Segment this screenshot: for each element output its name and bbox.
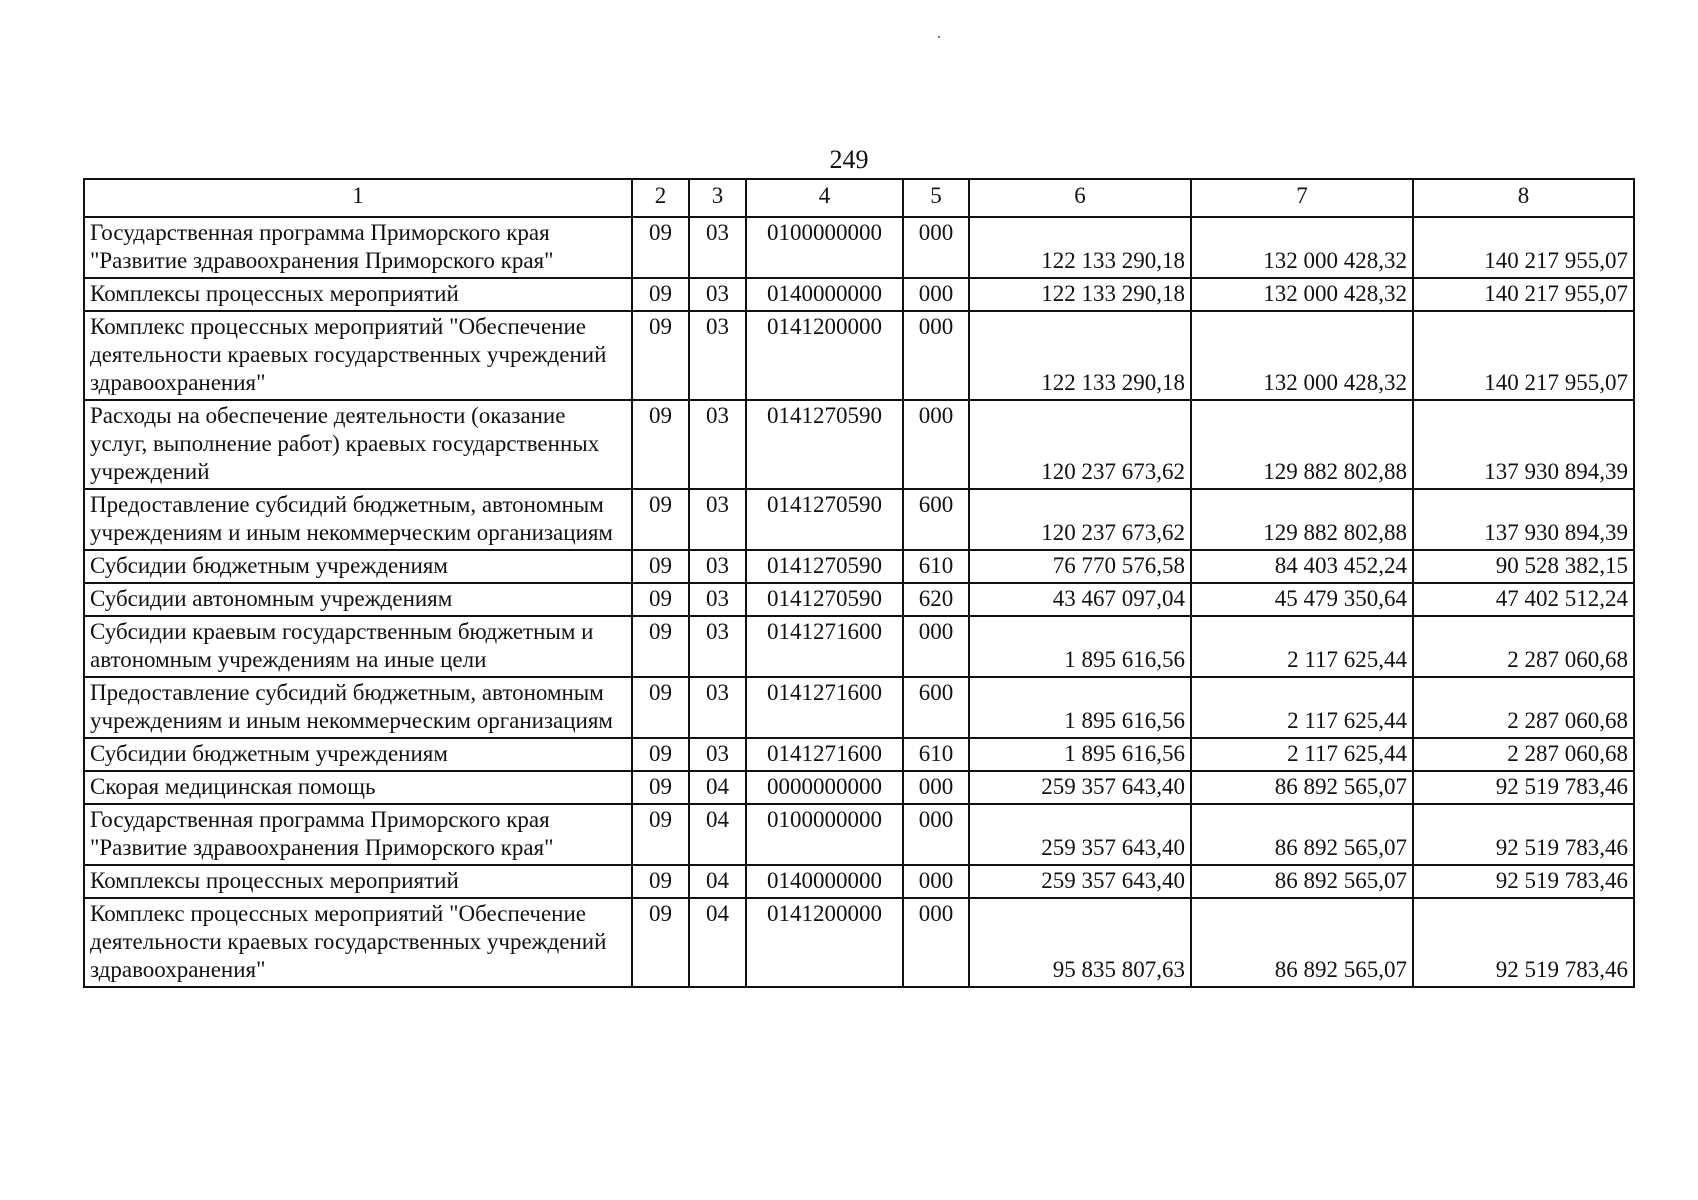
table-header-row (84, 179, 1634, 217)
cell-amount-year2: 129 882 802,88 (1191, 400, 1413, 489)
cell-section: 09 (632, 804, 689, 865)
cell-subsection: 04 (689, 804, 746, 865)
cell-name: Государственная программа Приморского края "Развитие здравоохранения Приморского края" (84, 804, 632, 865)
cell-target-article: 0141271600 (746, 738, 903, 771)
cell-target-article: 0141270590 (746, 550, 903, 583)
cell-section: 09 (632, 583, 689, 616)
cell-subsection: 04 (689, 898, 746, 987)
cell-amount-year1: 1 895 616,56 (969, 738, 1191, 771)
table-row (84, 677, 1634, 738)
cell-section: 09 (632, 865, 689, 898)
cell-target-article: 0100000000 (746, 804, 903, 865)
cell-amount-year3: 92 519 783,46 (1413, 898, 1634, 987)
cell-amount-year3: 2 287 060,68 (1413, 677, 1634, 738)
cell-name: Субсидии бюджетным учреждениям (84, 550, 632, 583)
table-body (84, 217, 1634, 987)
cell-amount-year1: 1 895 616,56 (969, 616, 1191, 677)
cell-amount-year3: 92 519 783,46 (1413, 865, 1634, 898)
table-row (84, 898, 1634, 987)
cell-section: 09 (632, 550, 689, 583)
cell-subsection: 03 (689, 278, 746, 311)
cell-section: 09 (632, 898, 689, 987)
cell-amount-year1: 259 357 643,40 (969, 771, 1191, 804)
cell-expense-type: 000 (903, 616, 969, 677)
cell-expense-type: 620 (903, 583, 969, 616)
cell-subsection: 03 (689, 738, 746, 771)
column-header-name: 1 (84, 179, 632, 217)
cell-amount-year2: 45 479 350,64 (1191, 583, 1413, 616)
cell-amount-year2: 86 892 565,07 (1191, 865, 1413, 898)
cell-name: Субсидии бюджетным учреждениям (84, 738, 632, 771)
cell-expense-type: 000 (903, 400, 969, 489)
cell-section: 09 (632, 738, 689, 771)
cell-amount-year2: 132 000 428,32 (1191, 311, 1413, 400)
cell-section: 09 (632, 677, 689, 738)
cell-subsection: 04 (689, 865, 746, 898)
cell-amount-year2: 86 892 565,07 (1191, 771, 1413, 804)
cell-name: Комплексы процессных мероприятий (84, 865, 632, 898)
column-header-section: 2 (632, 179, 689, 217)
column-header-amount-year2: 7 (1191, 179, 1413, 217)
cell-section: 09 (632, 217, 689, 278)
cell-target-article: 0141270590 (746, 489, 903, 550)
cell-amount-year3: 90 528 382,15 (1413, 550, 1634, 583)
table-row (84, 771, 1634, 804)
cell-amount-year3: 47 402 512,24 (1413, 583, 1634, 616)
cell-target-article: 0100000000 (746, 217, 903, 278)
cell-expense-type: 000 (903, 771, 969, 804)
cell-amount-year3: 140 217 955,07 (1413, 217, 1634, 278)
cell-name: Комплекс процессных мероприятий "Обеспечение деятельности краевых государственных учреждений здравоохранения" (84, 311, 632, 400)
cell-amount-year3: 140 217 955,07 (1413, 311, 1634, 400)
cell-target-article: 0000000000 (746, 771, 903, 804)
cell-amount-year3: 2 287 060,68 (1413, 616, 1634, 677)
cell-subsection: 04 (689, 771, 746, 804)
cell-amount-year2: 86 892 565,07 (1191, 898, 1413, 987)
cell-amount-year1: 122 133 290,18 (969, 311, 1191, 400)
cell-section: 09 (632, 400, 689, 489)
cell-expense-type: 610 (903, 738, 969, 771)
table-row (84, 550, 1634, 583)
cell-amount-year2: 132 000 428,32 (1191, 217, 1413, 278)
cell-target-article: 0141271600 (746, 616, 903, 677)
cell-section: 09 (632, 616, 689, 677)
table-row (84, 738, 1634, 771)
cell-subsection: 03 (689, 489, 746, 550)
table-row (84, 865, 1634, 898)
column-header-subsection: 3 (689, 179, 746, 217)
cell-expense-type: 600 (903, 677, 969, 738)
cell-amount-year2: 2 117 625,44 (1191, 738, 1413, 771)
cell-subsection: 03 (689, 583, 746, 616)
cell-subsection: 03 (689, 400, 746, 489)
cell-amount-year1: 259 357 643,40 (969, 804, 1191, 865)
cell-amount-year2: 2 117 625,44 (1191, 677, 1413, 738)
cell-expense-type: 000 (903, 311, 969, 400)
cell-amount-year1: 76 770 576,58 (969, 550, 1191, 583)
cell-expense-type: 000 (903, 217, 969, 278)
column-header-amount-year1: 6 (969, 179, 1191, 217)
cell-amount-year3: 140 217 955,07 (1413, 278, 1634, 311)
scan-speck (938, 36, 940, 38)
cell-expense-type: 600 (903, 489, 969, 550)
table-row (84, 217, 1634, 278)
table-row (84, 804, 1634, 865)
cell-section: 09 (632, 311, 689, 400)
table-row (84, 616, 1634, 677)
cell-expense-type: 000 (903, 804, 969, 865)
table-row (84, 489, 1634, 550)
cell-name: Субсидии автономным учреждениям (84, 583, 632, 616)
cell-amount-year1: 120 237 673,62 (969, 400, 1191, 489)
cell-target-article: 0141200000 (746, 898, 903, 987)
cell-amount-year2: 84 403 452,24 (1191, 550, 1413, 583)
cell-amount-year1: 43 467 097,04 (969, 583, 1191, 616)
cell-amount-year2: 132 000 428,32 (1191, 278, 1413, 311)
cell-amount-year3: 92 519 783,46 (1413, 771, 1634, 804)
cell-amount-year3: 2 287 060,68 (1413, 738, 1634, 771)
column-header-target-article: 4 (746, 179, 903, 217)
table-row (84, 278, 1634, 311)
cell-amount-year1: 1 895 616,56 (969, 677, 1191, 738)
cell-subsection: 03 (689, 550, 746, 583)
cell-section: 09 (632, 489, 689, 550)
cell-amount-year3: 137 930 894,39 (1413, 489, 1634, 550)
cell-expense-type: 000 (903, 898, 969, 987)
cell-subsection: 03 (689, 616, 746, 677)
cell-name: Государственная программа Приморского края "Развитие здравоохранения Приморского края" (84, 217, 632, 278)
cell-amount-year2: 129 882 802,88 (1191, 489, 1413, 550)
cell-name: Предоставление субсидий бюджетным, автономным учреждениям и иным некоммерческим организациям (84, 677, 632, 738)
column-header-expense-type: 5 (903, 179, 969, 217)
cell-amount-year3: 137 930 894,39 (1413, 400, 1634, 489)
page-number: 249 (829, 145, 869, 174)
cell-name: Комплексы процессных мероприятий (84, 278, 632, 311)
cell-target-article: 0141271600 (746, 677, 903, 738)
cell-name: Предоставление субсидий бюджетным, автономным учреждениям и иным некоммерческим организациям (84, 489, 632, 550)
cell-name: Комплекс процессных мероприятий "Обеспечение деятельности краевых государственных учреждений здравоохранения" (84, 898, 632, 987)
cell-amount-year1: 259 357 643,40 (969, 865, 1191, 898)
cell-target-article: 0141270590 (746, 583, 903, 616)
cell-target-article: 0140000000 (746, 865, 903, 898)
cell-name: Субсидии краевым государственным бюджетным и автономным учреждениям на иные цели (84, 616, 632, 677)
cell-expense-type: 610 (903, 550, 969, 583)
cell-amount-year1: 122 133 290,18 (969, 278, 1191, 311)
cell-amount-year1: 120 237 673,62 (969, 489, 1191, 550)
cell-expense-type: 000 (903, 865, 969, 898)
table-row (84, 400, 1634, 489)
cell-section: 09 (632, 771, 689, 804)
cell-amount-year1: 95 835 807,63 (969, 898, 1191, 987)
cell-target-article: 0141270590 (746, 400, 903, 489)
cell-section: 09 (632, 278, 689, 311)
cell-amount-year2: 86 892 565,07 (1191, 804, 1413, 865)
cell-amount-year1: 122 133 290,18 (969, 217, 1191, 278)
cell-expense-type: 000 (903, 278, 969, 311)
cell-subsection: 03 (689, 311, 746, 400)
table-row (84, 311, 1634, 400)
table-row (84, 583, 1634, 616)
budget-table (83, 178, 1635, 988)
cell-amount-year3: 92 519 783,46 (1413, 804, 1634, 865)
cell-subsection: 03 (689, 677, 746, 738)
cell-name: Расходы на обеспечение деятельности (оказание услуг, выполнение работ) краевых государственных учреждений (84, 400, 632, 489)
cell-target-article: 0141200000 (746, 311, 903, 400)
cell-subsection: 03 (689, 217, 746, 278)
cell-name: Скорая медицинская помощь (84, 771, 632, 804)
column-header-amount-year3: 8 (1413, 179, 1634, 217)
cell-target-article: 0140000000 (746, 278, 903, 311)
cell-amount-year2: 2 117 625,44 (1191, 616, 1413, 677)
